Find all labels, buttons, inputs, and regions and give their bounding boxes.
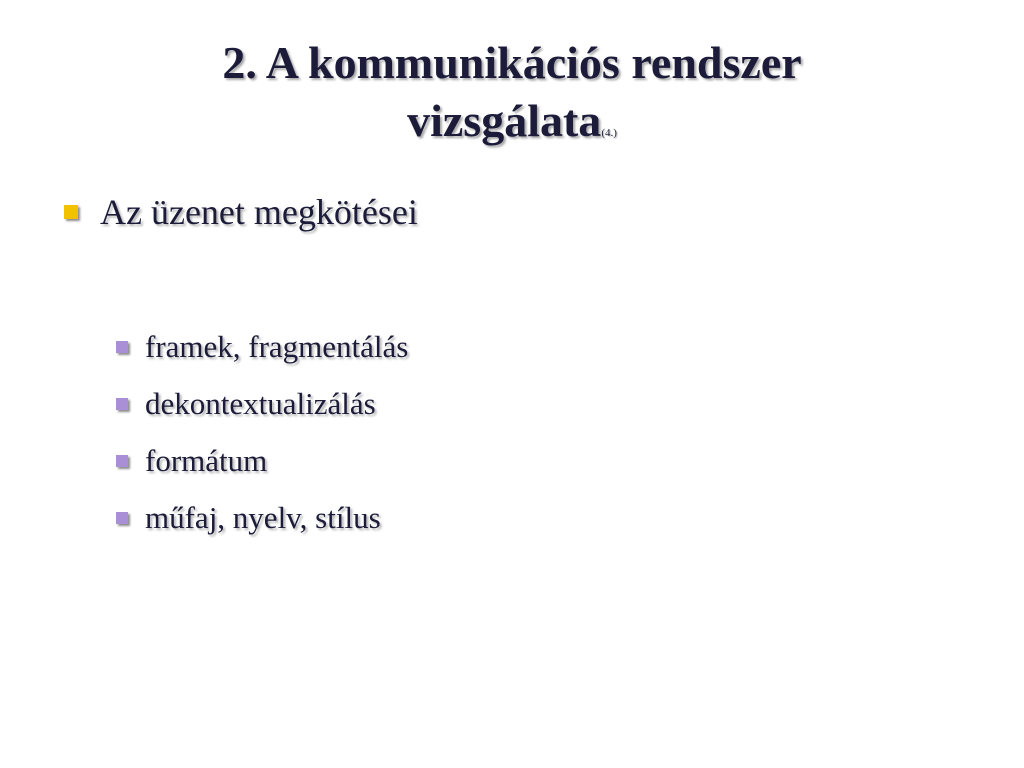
slide-title-line-2-text: vizsgálata	[407, 95, 602, 146]
slide-title-line-2	[0, 92, 1024, 162]
slide-title-note: (4.)	[601, 127, 617, 139]
yellow-square-bullet-icon	[64, 205, 78, 219]
sub-bullet-item	[116, 375, 408, 432]
sub-bullet-text: műfaj, nyelv, stílus	[145, 499, 381, 535]
main-bullet-item	[64, 188, 418, 236]
slide-title	[0, 34, 1024, 162]
purple-square-bullet-icon	[116, 398, 128, 410]
slide-title-line-1: 2. A kommunikációs rendszer	[222, 37, 802, 88]
sub-bullet-text: formátum	[145, 442, 268, 478]
sub-bullet-list	[116, 318, 408, 546]
sub-bullet-item	[116, 318, 408, 375]
sub-bullet-text: dekontextualizálás	[145, 385, 376, 421]
purple-square-bullet-icon	[116, 455, 128, 467]
main-bullet-text: Az üzenet megkötései	[100, 192, 418, 232]
sub-bullet-item	[116, 489, 408, 546]
sub-bullet-item	[116, 432, 408, 489]
purple-square-bullet-icon	[116, 341, 128, 353]
purple-square-bullet-icon	[116, 512, 128, 524]
sub-bullet-text: framek, fragmentálás	[145, 328, 409, 364]
